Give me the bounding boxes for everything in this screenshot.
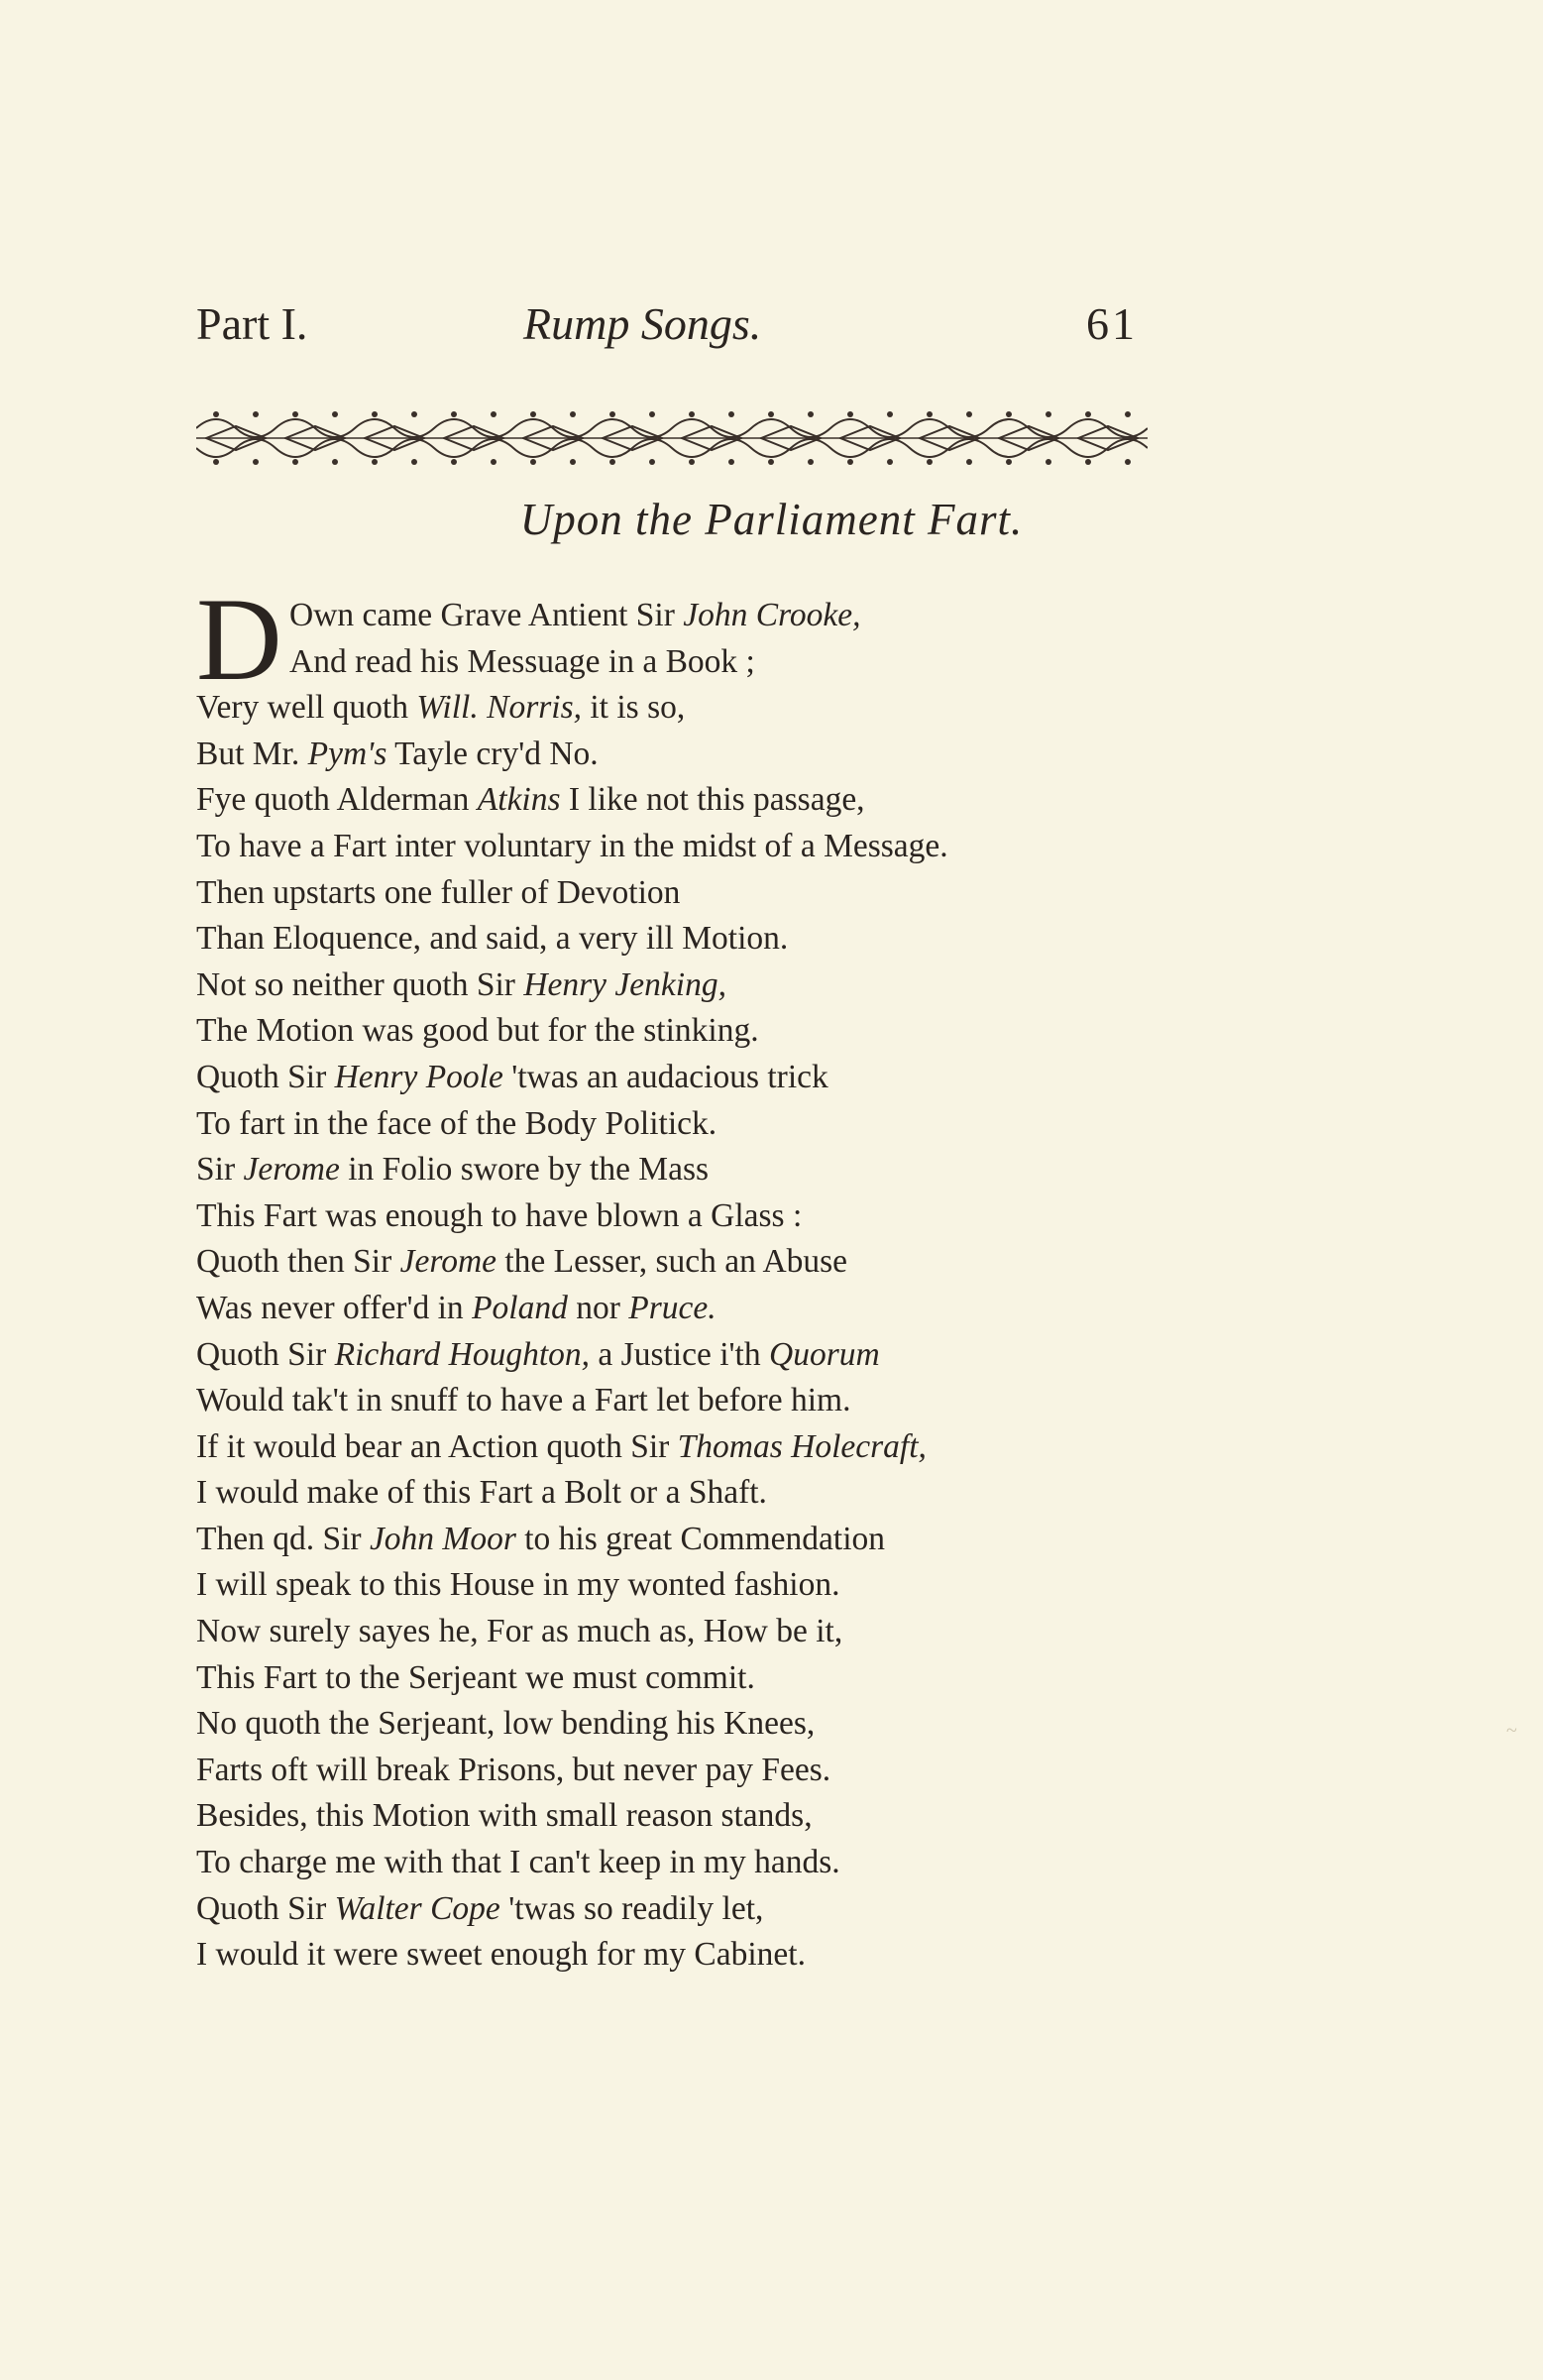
poem-name-italic: Thomas Holecraft, xyxy=(677,1427,927,1465)
poem-name-italic: Atkins xyxy=(477,781,561,819)
poem-text: Very well quoth xyxy=(196,689,417,727)
poem-name-italic: Pym's xyxy=(307,735,387,772)
poem-line xyxy=(196,1701,1187,1748)
poem-text: To fart in the face of the Body Politick. xyxy=(196,1104,717,1142)
poem-text: Then qd. Sir xyxy=(196,1520,370,1557)
poem-line xyxy=(196,1609,1187,1655)
poem-text: I would make of this Fart a Bolt or a Shaft. xyxy=(196,1474,767,1512)
poem-name-italic: Poland xyxy=(472,1289,568,1326)
poem-text: nor xyxy=(567,1289,629,1326)
poem-text: I will speak to this House in my wonted fashion. xyxy=(196,1566,840,1604)
poem-line xyxy=(196,777,1187,824)
poem-line xyxy=(196,870,1187,917)
poem-text: Besides, this Motion with small reason stands, xyxy=(196,1797,813,1835)
poem-name-italic: John Crooke, xyxy=(683,597,861,633)
poem-name-italic: Richard Houghton, xyxy=(334,1335,591,1373)
poem-text: But Mr. xyxy=(196,735,308,772)
poem-line xyxy=(196,1655,1187,1702)
poem-title: Upon the Parliament Fart. xyxy=(519,495,1024,544)
poem-text: And read his Messuage in a Book ; xyxy=(289,642,755,680)
poem-line xyxy=(196,1748,1187,1794)
poem-line xyxy=(196,639,1187,686)
poem-text: Not so neither quoth Sir xyxy=(196,965,524,1003)
poem-text: 'twas so readily let, xyxy=(499,1889,764,1927)
poem-line xyxy=(196,1470,1187,1517)
running-header xyxy=(196,297,1138,367)
poem-name-italic: Quorum xyxy=(769,1335,880,1373)
poem-text: Fye quoth Alderman xyxy=(196,781,478,819)
poem-text: Sir xyxy=(196,1151,244,1189)
poem-name-italic: Will. Norris, xyxy=(416,689,582,727)
poem-name-italic: Henry Poole xyxy=(334,1058,503,1095)
poem-text: This Fart was enough to have blown a Glass : xyxy=(196,1196,803,1234)
poem-text: to his great Commendation xyxy=(515,1520,886,1557)
poem-text: I would it were sweet enough for my Cabinet. xyxy=(196,1936,806,1974)
poem-line xyxy=(196,732,1187,778)
poem-text: No quoth the Serjeant, low bending his Knees, xyxy=(196,1705,816,1743)
poem-text: Then upstarts one fuller of Devotion xyxy=(196,873,681,911)
poem-name-italic: Jerome xyxy=(243,1151,340,1189)
poem-text: Than Eloquence, and said, a very ill Motion. xyxy=(196,920,789,958)
poem-text: the Lesser, such an Abuse xyxy=(496,1243,848,1281)
page-number: 61 xyxy=(1086,298,1138,349)
poem-line xyxy=(196,1424,1187,1471)
poem-line xyxy=(196,1378,1187,1424)
poem-line xyxy=(196,1147,1187,1193)
poem-text: Quoth then Sir xyxy=(196,1243,400,1281)
poem-line xyxy=(196,1562,1187,1609)
poem-line xyxy=(196,1286,1187,1332)
poem-name-italic: Walter Cope xyxy=(334,1889,500,1927)
poem-text: it is so, xyxy=(582,689,686,727)
poem-line xyxy=(196,593,1187,639)
poem-text: I like not this passage, xyxy=(560,781,865,819)
poem-line xyxy=(196,824,1187,870)
poem-text: To have a Fart inter voluntary in the midst of a Message. xyxy=(196,827,948,864)
poem-text: Quoth Sir xyxy=(196,1335,335,1373)
poem-line xyxy=(196,1793,1187,1840)
poem-name-italic: Henry Jenking, xyxy=(523,965,726,1003)
poem-text: Tayle cry'd No. xyxy=(386,735,599,772)
poem-text: To charge me with that I can't keep in my hands. xyxy=(196,1844,840,1881)
poem-name-italic: Jerome xyxy=(399,1243,496,1281)
poem-line xyxy=(196,1517,1187,1563)
poem-line xyxy=(196,1193,1187,1240)
poem-text: This Fart to the Serjeant we must commit. xyxy=(196,1658,755,1696)
part-label: Part I. xyxy=(196,298,308,349)
decorative-ornament-band xyxy=(196,404,1148,472)
poem-line xyxy=(196,1008,1187,1055)
poem-line xyxy=(196,963,1187,1009)
book-title: Rump Songs. xyxy=(523,298,762,349)
poem-text: Farts oft will break Prisons, but never pay Fees. xyxy=(196,1751,831,1788)
poem-line xyxy=(196,916,1187,963)
poem-line xyxy=(196,685,1187,732)
poem-line xyxy=(196,1332,1187,1379)
poem-text: Quoth Sir xyxy=(196,1058,335,1095)
paper-blemish: ~ xyxy=(1506,1720,1517,1742)
poem-line xyxy=(196,1840,1187,1886)
poem-line xyxy=(196,1101,1187,1148)
poem-text: 'twas an audacious trick xyxy=(502,1058,828,1095)
poem-text: Was never offer'd in xyxy=(196,1289,473,1326)
poem-line xyxy=(196,1239,1187,1286)
poem-text: The Motion was good but for the stinking. xyxy=(196,1012,759,1050)
poem-text: Now surely sayes he, For as much as, How be it, xyxy=(196,1613,843,1650)
poem-text: If it would bear an Action quoth Sir xyxy=(196,1427,678,1465)
poem-text: in Folio swore by the Mass xyxy=(339,1151,710,1189)
poem-text: Own came Grave Antient Sir xyxy=(289,597,684,633)
poem-line xyxy=(196,1055,1187,1101)
drop-cap: D xyxy=(196,573,282,705)
poem-line xyxy=(196,1886,1187,1933)
poem-line xyxy=(196,1932,1187,1979)
poem-text: Would tak't in snuff to have a Fart let before him. xyxy=(196,1382,851,1419)
poem-text: a Justice i'th xyxy=(590,1335,769,1373)
poem-body xyxy=(196,573,1187,1979)
poem-name-italic: Pruce. xyxy=(628,1289,716,1326)
poem-name-italic: John Moor xyxy=(369,1520,516,1557)
poem-text: Quoth Sir xyxy=(196,1889,335,1927)
